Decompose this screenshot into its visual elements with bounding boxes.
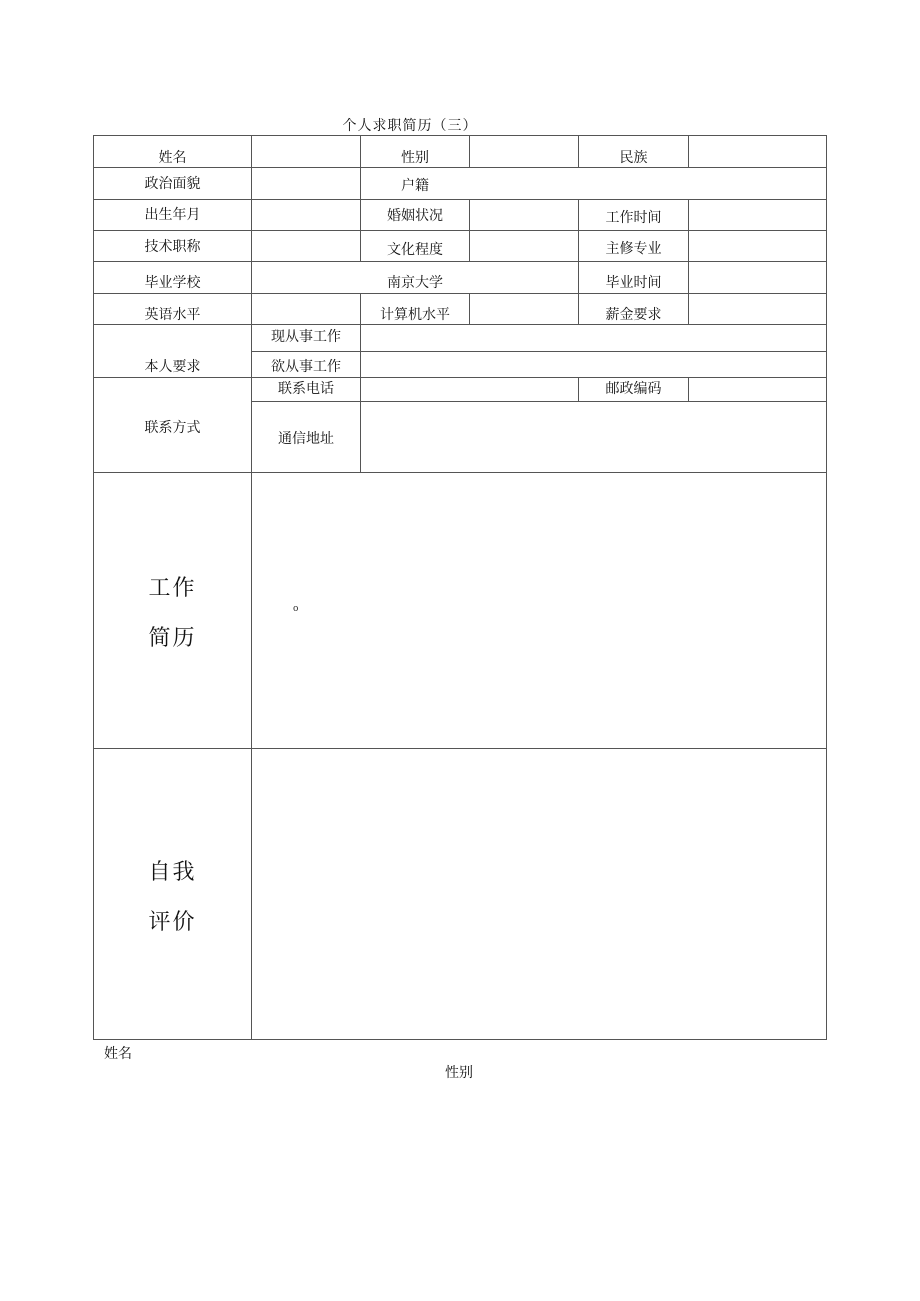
- desired-job-field[interactable]: [361, 352, 826, 377]
- label-household-registration: 户籍: [401, 178, 429, 194]
- table-border-bottom: [93, 1039, 827, 1040]
- self-evaluation-field[interactable]: [252, 749, 826, 1039]
- page-title: 个人求职简历（三）: [342, 118, 478, 134]
- postal-code-field[interactable]: [689, 378, 826, 401]
- label-ethnicity: 民族: [619, 150, 648, 166]
- major-field[interactable]: [689, 231, 826, 261]
- birth-date-field[interactable]: [252, 200, 360, 230]
- label-birth-date: 出生年月: [144, 207, 201, 223]
- label-gender: 性别: [401, 150, 429, 166]
- marital-status-field[interactable]: [470, 200, 578, 230]
- name-field[interactable]: [252, 136, 360, 167]
- label-salary-requirement: 薪金要求: [605, 307, 662, 323]
- phone-field[interactable]: [361, 378, 578, 401]
- label-name: 姓名: [158, 150, 187, 166]
- label-graduation-time: 毕业时间: [605, 275, 662, 291]
- label-work-history-line1: 工作: [148, 575, 197, 601]
- label-postal-code: 邮政编码: [605, 381, 662, 397]
- label-self-evaluation-line1: 自我: [148, 859, 197, 885]
- label-work-history-line2: 简历: [148, 625, 197, 651]
- gender-field[interactable]: [470, 136, 578, 167]
- label-current-job: 现从事工作: [271, 329, 341, 345]
- graduation-time-field[interactable]: [689, 262, 826, 293]
- label-desired-job: 欲从事工作: [271, 359, 341, 375]
- mailing-address-field[interactable]: [361, 402, 826, 472]
- graduate-school-field[interactable]: 南京大学: [387, 275, 443, 291]
- label-political-status: 政治面貌: [144, 176, 201, 192]
- label-education-level: 文化程度: [387, 242, 443, 258]
- work-history-mark: o: [293, 604, 299, 614]
- ethnicity-field[interactable]: [689, 136, 826, 167]
- political-status-field[interactable]: [252, 168, 360, 199]
- label-contact-info: 联系方式: [144, 420, 201, 436]
- label-computer-level: 计算机水平: [380, 307, 450, 323]
- footer-name-label: 姓名: [104, 1046, 132, 1062]
- label-work-start-time: 工作时间: [605, 210, 662, 226]
- label-english-level: 英语水平: [144, 307, 201, 323]
- footer-gender-label: 性别: [445, 1065, 473, 1081]
- label-self-evaluation-line2: 评价: [148, 909, 197, 935]
- work-history-field[interactable]: [252, 473, 826, 748]
- english-level-field[interactable]: [252, 294, 360, 324]
- label-mailing-address: 通信地址: [278, 431, 334, 447]
- current-job-field[interactable]: [361, 325, 826, 351]
- label-phone: 联系电话: [278, 381, 334, 397]
- computer-level-field[interactable]: [470, 294, 578, 324]
- salary-requirement-field[interactable]: [689, 294, 826, 324]
- household-registration-field[interactable]: [470, 168, 826, 199]
- label-technical-title: 技术职称: [144, 239, 201, 255]
- work-start-time-field[interactable]: [689, 200, 826, 230]
- technical-title-field[interactable]: [252, 231, 360, 261]
- education-level-field[interactable]: [470, 231, 578, 261]
- label-marital-status: 婚姻状况: [387, 208, 443, 224]
- label-personal-requirements: 本人要求: [144, 359, 201, 375]
- table-border-right: [826, 135, 827, 1040]
- label-major: 主修专业: [605, 241, 662, 257]
- label-graduate-school: 毕业学校: [144, 275, 201, 291]
